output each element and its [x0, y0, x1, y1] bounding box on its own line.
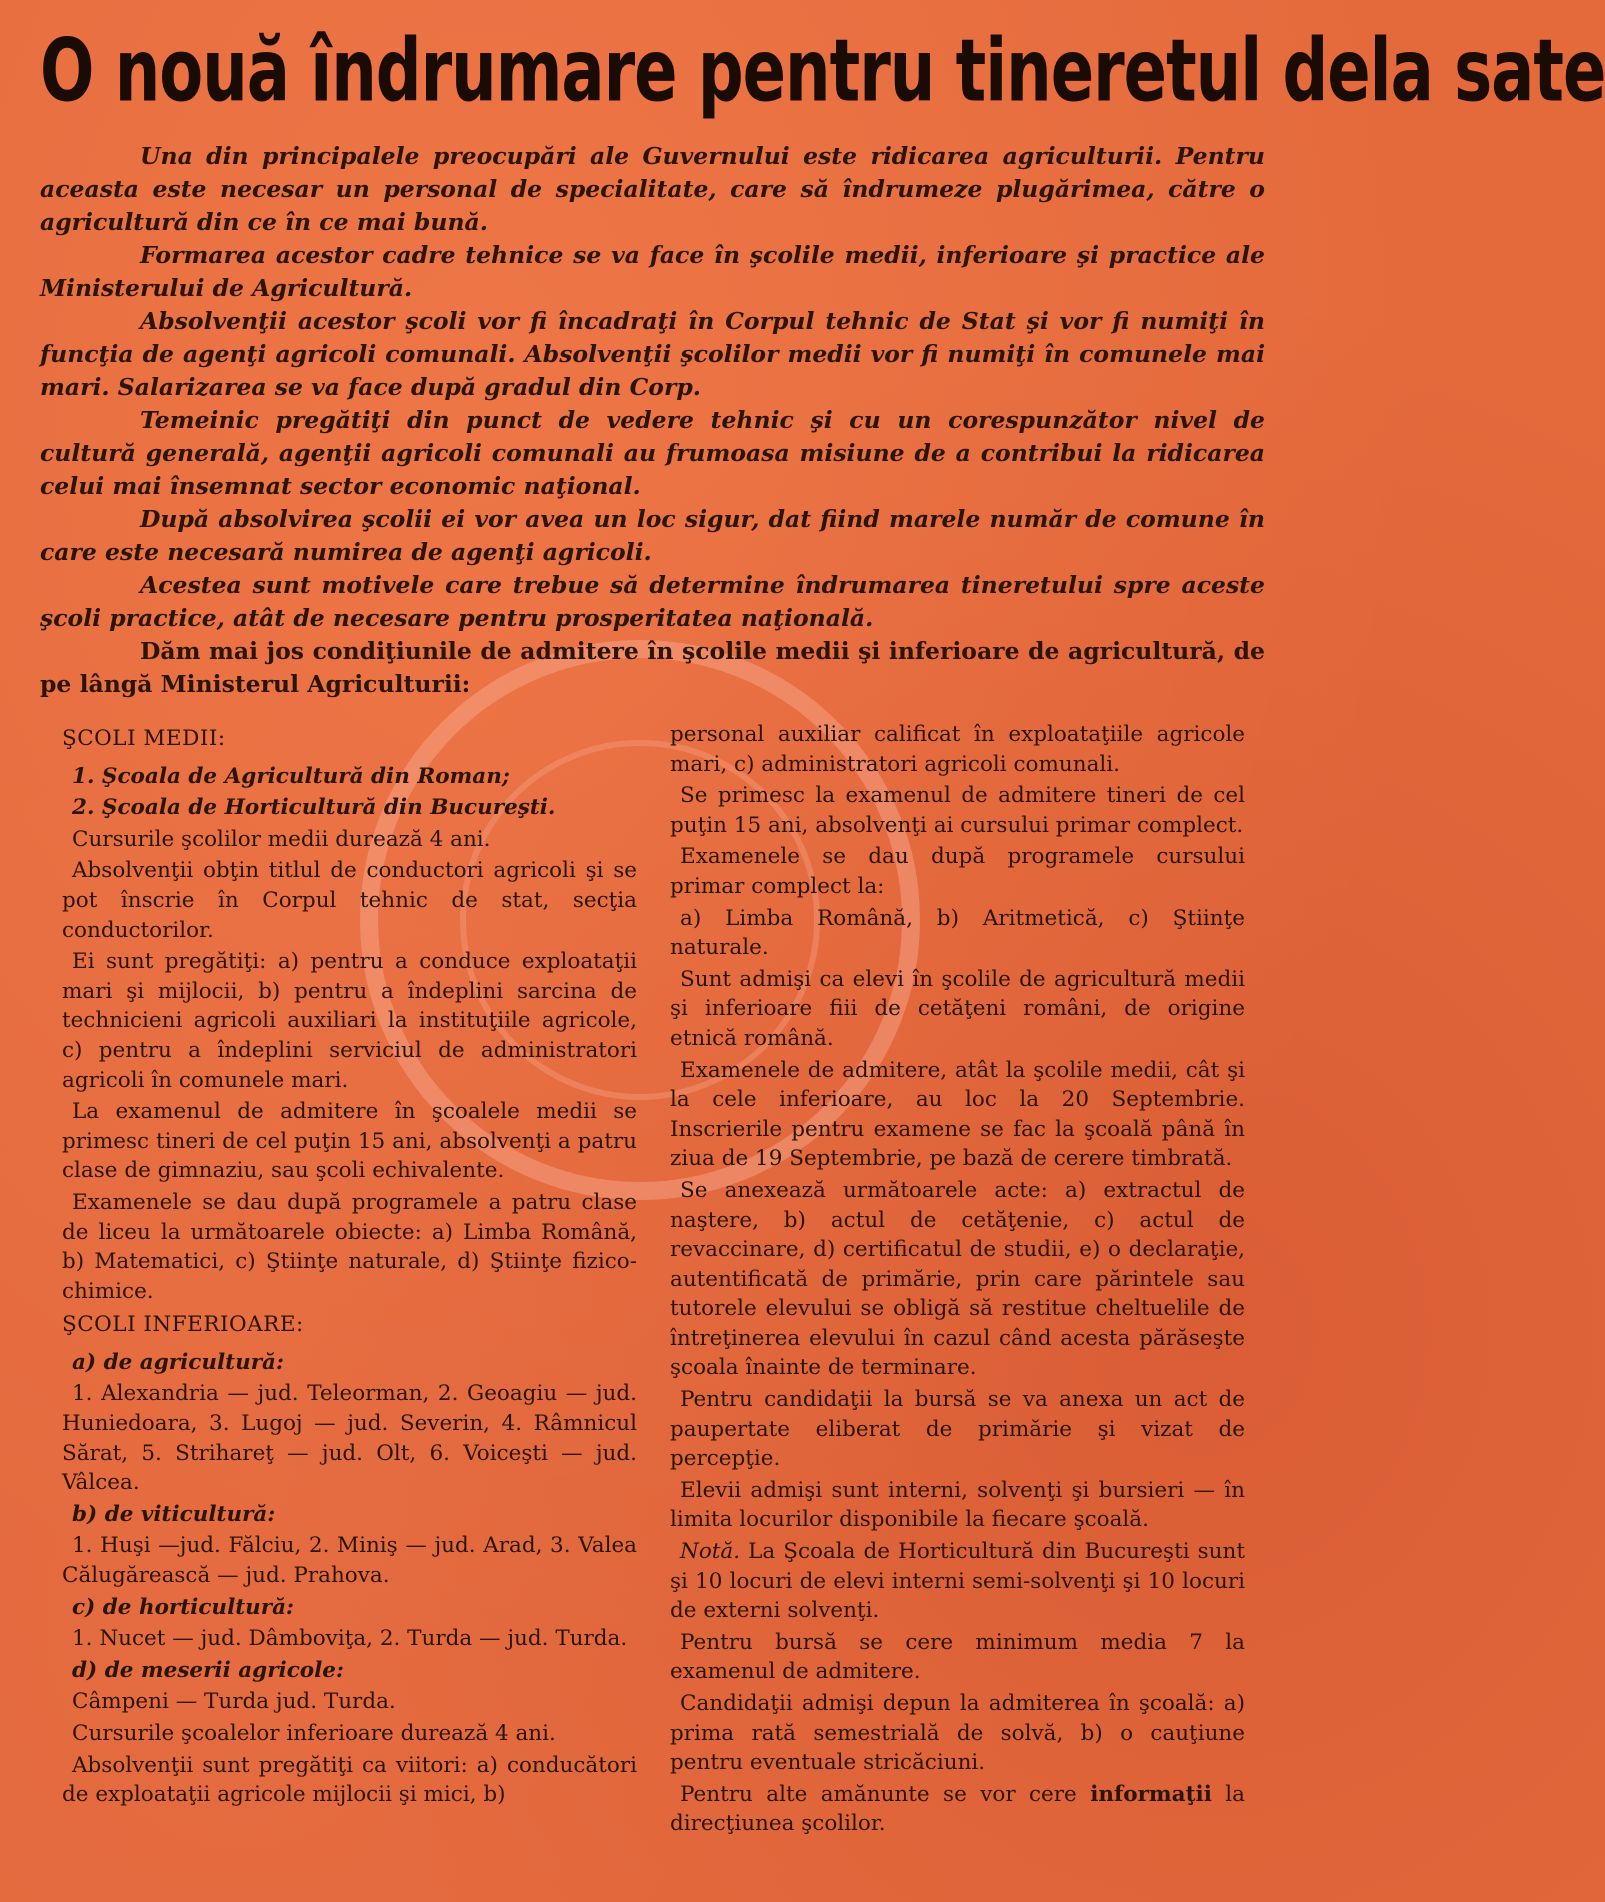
closing-paragraph	[670, 1780, 1245, 1839]
intro-conditions-paragraph: Dăm mai jos condiţiunile de admitere în şcolile medii şi inferioare de agricultură, de pe lângă Ministerul Agriculturii:	[40, 637, 1265, 698]
intro-paragraph: Temeinic pregătiţi din punct de vedere tehnic şi cu un corespunzător nivel de cultură generală, agenţii agricoli comunali au frumoasa misiune de a contribui la ridicarea celui mai însemnat sector economic naţional.	[40, 406, 1265, 500]
intro-paragraph: După absolvirea şcolii ei vor avea un loc sigur, dat fiind marele număr de comune în care este necesară numirea de agenţi agricoli.	[40, 505, 1265, 566]
intro-section	[40, 140, 1265, 701]
paragraph: Se anexează următoarele acte: a) extractul de naştere, b) actul de cetăţenie, c) actul de revaccinare, d) certificatul de studii, e) o declaraţie, autentificată de primărie, prin care părintele sau tutorele elevului se obligă să restitue cheltuelile de întreţinerea elevului în cazul când acesta părăseşte şcoala înainte de terminare.	[670, 1177, 1245, 1381]
paragraph: Ei sunt pregătiţi: a) pentru a conduce exploataţii mari şi mijlocii, b) pentru a îndeplini sarcina de technicieni agricoli auxiliari la instituţiile agricole, c) pentru a îndeplini serviciul de administratori agricoli în comunele mari.	[62, 949, 637, 1093]
closing-end: la direcţiunea şcolilor.	[670, 1781, 1245, 1837]
closing-bold-word: informaţii	[1090, 1781, 1212, 1807]
page-title: O nouă îndrumare pentru tineretul dela sate	[40, 22, 1605, 122]
paragraph: Cursurile şcolilor medii durează 4 ani.	[72, 826, 491, 852]
paragraph: Examenele de admitere, atât la şcolile medii, cât şi la cele inferioare, au loc la 20 Septembrie. Inscrierile pentru examene se fac la şcoală până în ziua de 19 Septembrie, pe bază de cerere timbrată.	[670, 1057, 1245, 1172]
closing-text: Pentru alte amănunte se vor cere	[680, 1781, 1077, 1807]
paragraph: 1. Nucet — jud. Dâmboviţa, 2. Turda — jud. Turda.	[72, 1626, 628, 1652]
category-label: a) de agricultură:	[72, 1349, 284, 1375]
paragraph: Candidaţii admişi depun la admiterea în şcoală: a) prima rată semestrială de solvă, b) o cauţiune pentru eventuale stricăciuni.	[670, 1691, 1245, 1776]
paragraph: a) Limba Română, b) Aritmetică, c) Ştiinţe naturale.	[670, 905, 1245, 961]
paragraph: 1. Huşi —jud. Fălciu, 2. Miniş — jud. Arad, 3. Valea Călugărească — jud. Prahova.	[62, 1533, 637, 1589]
paragraph: Elevii admişi sunt interni, solvenţi şi bursieri — în limita locurilor disponibile la fiecare şcoală.	[670, 1477, 1245, 1533]
note-paragraph	[670, 1537, 1245, 1626]
paragraph: Pentru candidaţii la bursă se va anexa un act de paupertate eliberat de primărie şi vizat de percepţie.	[670, 1387, 1245, 1472]
right-column	[670, 720, 1245, 1841]
paragraph: La examenul de admitere în şcoalele medii se primesc tineri de cel puţin 15 ani, absolvenţi a patru clase de gimnaziu, sau şcoli echivalente.	[62, 1099, 637, 1184]
paragraph: Sunt admişi ca elevi în şcolile de agricultură medii şi inferioare fiii de cetăţeni români, de origine etnică română.	[670, 966, 1245, 1051]
paragraph: Examenele se dau după programele a patru clase de liceu la următoarele obiecte: a) Limba Română, b) Matematici, c) Ştiinţe naturale, d) Ştiinţe fizico-chimice.	[62, 1189, 637, 1304]
paragraph: Examenele se dau după programele cursului primar complect la:	[670, 844, 1245, 899]
paragraph: Câmpeni — Turda jud. Turda.	[72, 1689, 396, 1715]
paragraph: Pentru bursă se cere minimum media 7 la examenul de admitere.	[670, 1629, 1245, 1685]
category-label: d) de meserii agricole:	[72, 1657, 344, 1683]
intro-paragraph: Absolvenţii acestor şcoli vor fi încadraţi în Corpul tehnic de Stat şi vor fi numiţi în funcţia de agenţi agricoli comunali. Absolvenţii şcolilor medii vor fi numiţi în comunele mai mari. Salarizarea se va face după gradul din Corp.	[40, 307, 1265, 401]
intro-paragraph: Acestea sunt motivele care trebue să determine îndrumarea tineretului spre aceste şcoli practice, atât de necesare pentru prosperitatea naţională.	[40, 571, 1265, 632]
note-text: La Şcoala de Horticultură din Bucureşti sunt şi 10 locuri de elevi interni semi-solvenţi şi 10 locuri de externi solvenţi.	[670, 1539, 1245, 1624]
paragraph: Cursurile şcoalelor inferioare durează 4 ani.	[72, 1721, 556, 1746]
intro-paragraph: Formarea acestor cadre tehnice se va face în şcolile medii, inferioare şi practice ale Ministerului de Agricultură.	[40, 241, 1265, 302]
paragraph: Se primesc la examenul de admitere tineri de cel puţin 15 ani, absolvenţi ai cursului primar complect.	[670, 783, 1245, 838]
category-label: b) de viticultură:	[72, 1501, 276, 1527]
paragraph: Absolvenţii obţin titlul de conductori agricoli şi se pot înscrie în Corpul tehnic de stat, secţia conductorilor.	[62, 858, 637, 943]
category-label: c) de horticultură:	[72, 1594, 294, 1620]
heading-scoli-medii: ŞCOLI MEDII:	[62, 726, 226, 751]
school-item: 1. Şcoala de Agricultură din Roman;	[72, 763, 510, 789]
intro-paragraph: Una din principalele preocupări ale Guvernului este ridicarea agriculturii. Pentru aceasta este necesar un personal de specialitate, care să îndrumeze plugărimea, către o agricultură din ce în ce mai bună.	[40, 142, 1265, 236]
paragraph: personal auxiliar calificat în exploataţiile agricole mari, c) administratori agricoli comunali.	[670, 722, 1245, 777]
heading-scoli-inferioare: ŞCOLI INFERIOARE:	[62, 1312, 304, 1338]
paragraph: Absolvenţii sunt pregătiţi ca viitori: a) conducători de exploataţii agricole mijlocii şi mici, b)	[62, 1752, 637, 1808]
paragraph: 1. Alexandria — jud. Teleorman, 2. Geoagiu — jud. Huniedoara, 3. Lugoj — jud. Severin, 4. Râmnicul Sărat, 5. Strihareţ — jud. Olt, 6. Voiceşti — jud. Vâlcea.	[62, 1381, 637, 1496]
note-label: Notă.	[680, 1539, 741, 1565]
left-column	[62, 720, 637, 1812]
school-item: 2. Şcoala de Horticultură din Bucureşti.	[72, 795, 556, 821]
